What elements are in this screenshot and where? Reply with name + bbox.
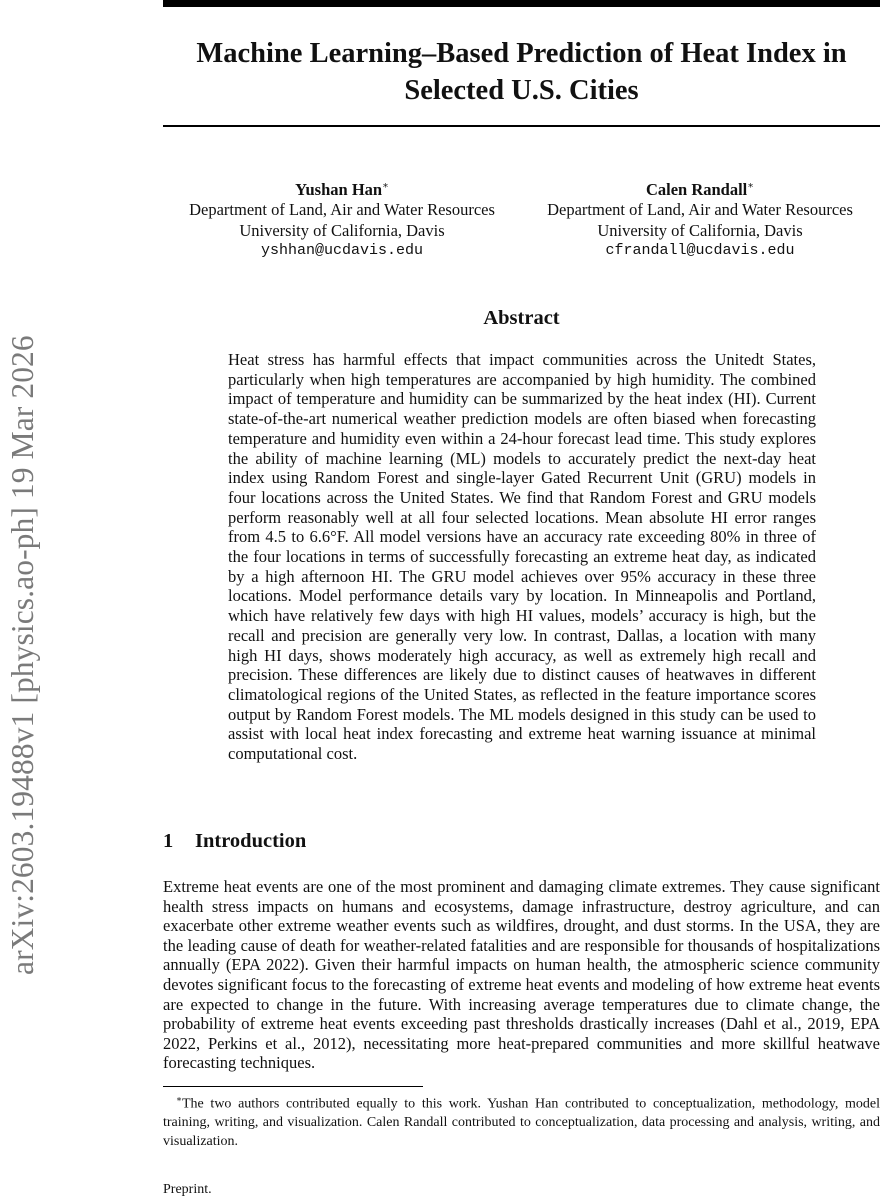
author-department: Department of Land, Air and Water Resources — [547, 200, 853, 219]
author-department: Department of Land, Air and Water Resources — [189, 200, 495, 219]
footnote-text: The two authors contributed equally to this work. Yushan Han contributed to conceptualization, methodology, model training, writing, and visualization. Calen Randall contributed to conceptualization, data processing and analysis, writing, and visualization. — [163, 1096, 880, 1149]
abstract-heading: Abstract — [483, 307, 560, 329]
paper-title: Machine Learning–Based Prediction of Heat Index in Selected U.S. Cities — [196, 38, 847, 106]
section-title: Introduction — [195, 830, 307, 852]
introduction-text: Extreme heat events are one of the most prominent and damaging climate extremes. They cause significant health stress impacts on humans and ecosystems, damage infrastructure, destroy agriculture, and can exacerbate other extreme weather events such as wildfires, drought, and dust storms. In the USA, they are the leading cause of death for weather-related fatalities and are responsible for thousands of hospitalizations annually (EPA 2022). Given their harmful impacts on human health, the atmospheric science community devotes significant focus to the forecasting of extreme heat events and modeling of how extreme heat events are expected to change in the future. With increasing average temperatures due to climate change, the probability of extreme heat events exceeding past thresholds drastically increases (Dahl et al., 2019, EPA 2022, Perkins et al., 2012), necessitating more heat-prepared communities and more skillful heatwave forecasting techniques. — [163, 877, 880, 1073]
top-rule — [163, 0, 880, 7]
footnote — [163, 1090, 880, 1151]
title-rule — [163, 125, 880, 127]
footnote-mark: ∗ — [175, 1094, 182, 1104]
author-footnote-mark: ∗ — [382, 180, 389, 191]
abstract-text: Heat stress has harmful effects that impact communities across the Unitedt States, particularly when high temperatures are accompanied by high humidity. The combined impact of temperature and humidity can be summarized by the heat index (HI). Current state-of-the-art numerical weather prediction models are often biased when forecasting temperature and humidity even within a 24-hour forecast lead time. This study explores the ability of machine learning (ML) models to accurately predict the next-day heat index using Random Forest and single-layer Gated Recurrent Unit (GRU) models in four locations across the United States. We find that Random Forest and GRU models perform reasonably well at all four selected locations. Mean absolute HI error ranges from 4.5 to 6.6°F. All model versions have an accuracy rate exceeding 80% in three of the four locations in terms of successfully forecasting an extreme heat day, as indicated by a high afternoon HI. The GRU model achieves over 95% accuracy in these three locations. Model performance details vary by location. In Minneapolis and Portland, which have relatively few days with high HI values, models’ accuracy is high, but the recall and precision are generally very low. In contrast, Dallas, a location with many high HI days, shows moderately high accuracy, as well as extremely high recall and precision. These differences are likely due to distinct causes of heatwaves in different climatological regions of the United States, as reflected in the feature importance scores output by Random Forest models. The ML models designed in this study can be used to assist with local heat index forecasting and extreme heat warning issuance at minimal computational cost. — [228, 350, 816, 764]
preprint-label: Preprint. — [163, 1182, 212, 1197]
author-email[interactable]: yshhan@ucdavis.edu — [260, 242, 424, 259]
author-university: University of California, Davis — [597, 220, 803, 240]
author-name: Yushan Han∗ — [295, 179, 389, 199]
section-number: 1 — [163, 830, 174, 852]
author-email[interactable]: cfrandall@ucdavis.edu — [605, 242, 795, 259]
arxiv-margin-stamp — [0, 195, 40, 975]
author-footnote-mark: ∗ — [747, 180, 755, 191]
author-name: Calen Randall∗ — [645, 179, 755, 199]
section-heading — [163, 830, 880, 853]
author-university: University of California, Davis — [239, 220, 445, 240]
author-block-2 — [520, 176, 880, 262]
arxiv-identifier: arXiv:2603.19488v1 [physics.ao-ph] 19 Mar 2026 — [5, 335, 40, 975]
footnote-rule — [163, 1086, 423, 1087]
author-block-1 — [162, 176, 522, 262]
